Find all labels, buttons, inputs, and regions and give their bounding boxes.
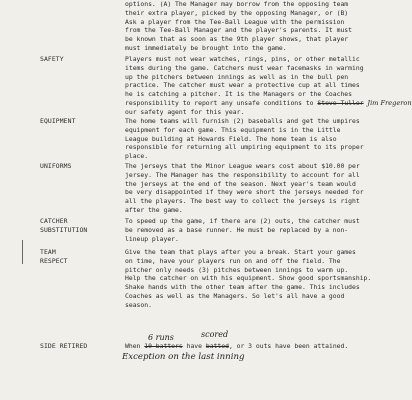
safety-text <box>125 55 412 117</box>
struck-text: 10 batters <box>144 342 183 350</box>
text-line: Players must not wear watches, rings, pins, or other metallic <box>125 55 360 63</box>
text-line: equipment for each game. This equipment is in the Little <box>125 125 341 134</box>
label-line: CATCHER <box>40 217 68 225</box>
section-label-safety: SAFETY <box>40 55 64 63</box>
struck-text: batted <box>205 342 229 350</box>
text-line: The home teams will furnish (2) baseballs and get the umpires <box>125 117 360 125</box>
text-line: The jerseys that the Minor League wears cost about $10.00 per <box>125 162 360 170</box>
text-line: Shake hands with the other team after the game. This includes <box>125 283 360 292</box>
text-line: Help the catcher on with his equipment. Show good sportsmanship. <box>125 274 372 283</box>
uniforms-text <box>125 162 387 215</box>
text-line: Give the team that plays after you a break. Start your games <box>125 248 356 256</box>
text-line: Ask a player from the Tee-Ball League with the permission <box>125 17 345 26</box>
label-line: RESPECT <box>40 256 68 265</box>
text-fragment: have <box>186 342 202 350</box>
section-label-uniforms: UNIFORMS <box>40 162 72 170</box>
section-label-respect <box>40 248 120 266</box>
handwritten-runs: 6 runs <box>148 333 174 342</box>
text-line <box>125 342 387 351</box>
text-line: lineup player. <box>125 234 179 243</box>
text-line: items during the game. Catchers must wear facemasks in warming <box>125 63 364 72</box>
text-line: League building at Howards Field. The home team is also <box>125 134 337 143</box>
text-line: To speed up the game, if there are (2) outs, the catcher must <box>125 217 360 225</box>
text-line: the jerseys at the end of the season. Next year's team would <box>125 179 356 188</box>
text-line: jersey. The Manager has the responsibility to account for all <box>125 170 360 179</box>
side-retired-text <box>125 342 387 351</box>
handwritten-name: Jim Fregeron <box>367 98 412 107</box>
text-line: must immediately be brought into the game. <box>125 43 287 52</box>
catcher-text <box>125 217 387 243</box>
label-line: SUBSTITUTION <box>40 225 88 234</box>
section-label-equipment: EQUIPMENT <box>40 117 76 125</box>
text-line: he is catching a pitcher. It is the Managers or the Coaches <box>125 90 353 99</box>
text-line: all the players. The best way to collect the jerseys is right <box>125 197 360 206</box>
section-label-side-retired: SIDE RETIRED <box>40 342 88 350</box>
text-line: after the game. <box>125 205 183 214</box>
text-fragment: , or 3 outs have been attained. <box>228 342 349 350</box>
text-line: their extra player, picked by the opposing Manager, or (B) <box>125 8 349 17</box>
text-line: on time, have your players run on and off the field. The <box>125 256 341 265</box>
text-fragment: responsibility to report any unsafe conditions to <box>125 98 314 107</box>
text-line: from the Tee-Ball Manager and the player's parents. It must <box>125 26 353 35</box>
text-line: pitcher only needs (3) pitches between innings to warm up. <box>125 265 349 274</box>
handwritten-exception-note: Exception on the last inning <box>122 352 245 362</box>
text-line: practice. The catcher must wear a protective cup at all times <box>125 81 360 90</box>
text-line: Coaches as well as the Managers. So let's all have a good <box>125 291 345 300</box>
text-line: our safety agent for this year. <box>125 107 245 116</box>
text-line: be very disappointed if they were short the jerseys needed for <box>125 188 364 197</box>
section-label-catcher <box>40 217 120 235</box>
label-line: TEAM <box>40 248 56 256</box>
text-line: options. (A) The Manager may borrow from the opposing team <box>125 0 349 8</box>
text-line: up the pitchers between innings as well as in the bull pen <box>125 72 349 81</box>
respect-text <box>125 248 387 310</box>
text-line: be removed as a base runner. He must be replaced by a non- <box>125 225 349 234</box>
text-line: be known that as soon as the 9th player shows, that player <box>125 35 349 44</box>
margin-mark <box>22 240 23 264</box>
text-line <box>125 98 412 108</box>
text-line: responsible for returning all umpiring equipment to its proper <box>125 143 364 152</box>
text-line: season. <box>125 300 152 309</box>
handwritten-scored: scored <box>201 330 229 339</box>
continuation-text <box>125 0 387 53</box>
equipment-text <box>125 117 387 161</box>
text-fragment: When <box>125 342 141 350</box>
struck-name: Steve Tuller <box>317 98 364 107</box>
text-line: place. <box>125 152 149 161</box>
